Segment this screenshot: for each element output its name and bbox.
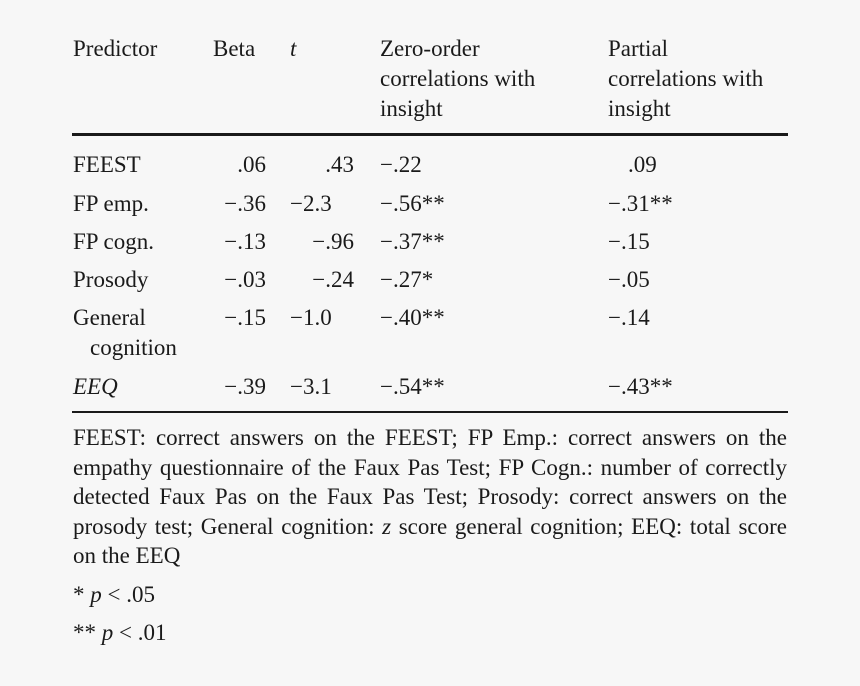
sig-stars: * (73, 582, 85, 607)
row-partial: −.05 (608, 267, 650, 292)
header-partial-line-3: insight (608, 96, 671, 121)
row-partial: −.14 (608, 305, 650, 330)
header-beta: Beta (213, 36, 256, 61)
row-predictor-continuation: cognition (90, 335, 177, 360)
row-partial: −.31** (608, 191, 673, 216)
header-zero-order-line-2: correlations with (380, 66, 536, 91)
header-partial-line-1: Partial (608, 36, 669, 61)
table-bottom-rule (72, 411, 788, 413)
row-predictor: Prosody (73, 267, 149, 292)
footnote-text-1: FEEST: correct answers on the FEEST; FP Emp.: correct answers on the empathy questionnaire of the Faux Pas Test; FP Cogn.: number of correctly detected Faux Pas on the Faux Pas Test; Prosody: correct answers on the prosody test; General cognition: (73, 425, 787, 539)
row-beta: −.03 (224, 267, 266, 292)
row-partial: −.15 (608, 229, 650, 254)
row-partial: −.43** (608, 374, 673, 399)
significance-note (73, 580, 155, 610)
row-beta: −.39 (224, 374, 266, 399)
row-zero-order: −.37** (380, 229, 445, 254)
header-partial (608, 34, 763, 124)
table-footnote (73, 423, 787, 571)
row-zero-order: −.40** (380, 305, 445, 330)
row-t: .43 (325, 152, 354, 177)
footnote-text-2: score general cognition; EEQ: total score on the EEQ (73, 513, 787, 568)
row-t: −2.3 (290, 191, 332, 216)
header-zero-order-line-1: Zero-order (380, 36, 480, 61)
row-zero-order: −.22 (380, 152, 422, 177)
row-predictor: FEEST (73, 152, 141, 177)
sig-threshold: < .01 (113, 620, 167, 645)
footnote-z: z (382, 513, 392, 539)
row-t: −.24 (312, 267, 354, 292)
row-beta: .06 (237, 152, 266, 177)
row-beta: −.13 (224, 229, 266, 254)
sig-stars: ** (73, 620, 96, 645)
row-partial: .09 (628, 152, 657, 177)
row-zero-order: −.54** (380, 374, 445, 399)
sig-p: p (101, 620, 114, 645)
row-beta: −.15 (224, 305, 266, 330)
header-predictor: Predictor (73, 36, 158, 61)
header-zero-order-line-3: insight (380, 96, 443, 121)
row-t: −3.1 (290, 374, 332, 399)
row-predictor: EEQ (73, 374, 118, 399)
row-zero-order: −.27* (380, 267, 434, 292)
sig-p: p (90, 582, 102, 607)
significance-note (73, 618, 166, 648)
sig-threshold: < .05 (101, 582, 155, 607)
header-rule (72, 133, 788, 136)
header-partial-line-2: correlations with (608, 66, 764, 91)
header-zero-order (380, 34, 535, 124)
row-t: −1.0 (290, 305, 332, 330)
row-predictor: General (73, 305, 146, 330)
row-predictor: FP emp. (73, 191, 149, 216)
row-t: −.96 (312, 229, 354, 254)
row-zero-order: −.56** (380, 191, 445, 216)
header-t: t (290, 36, 297, 61)
row-predictor: FP cogn. (73, 229, 154, 254)
row-beta: −.36 (224, 191, 266, 216)
